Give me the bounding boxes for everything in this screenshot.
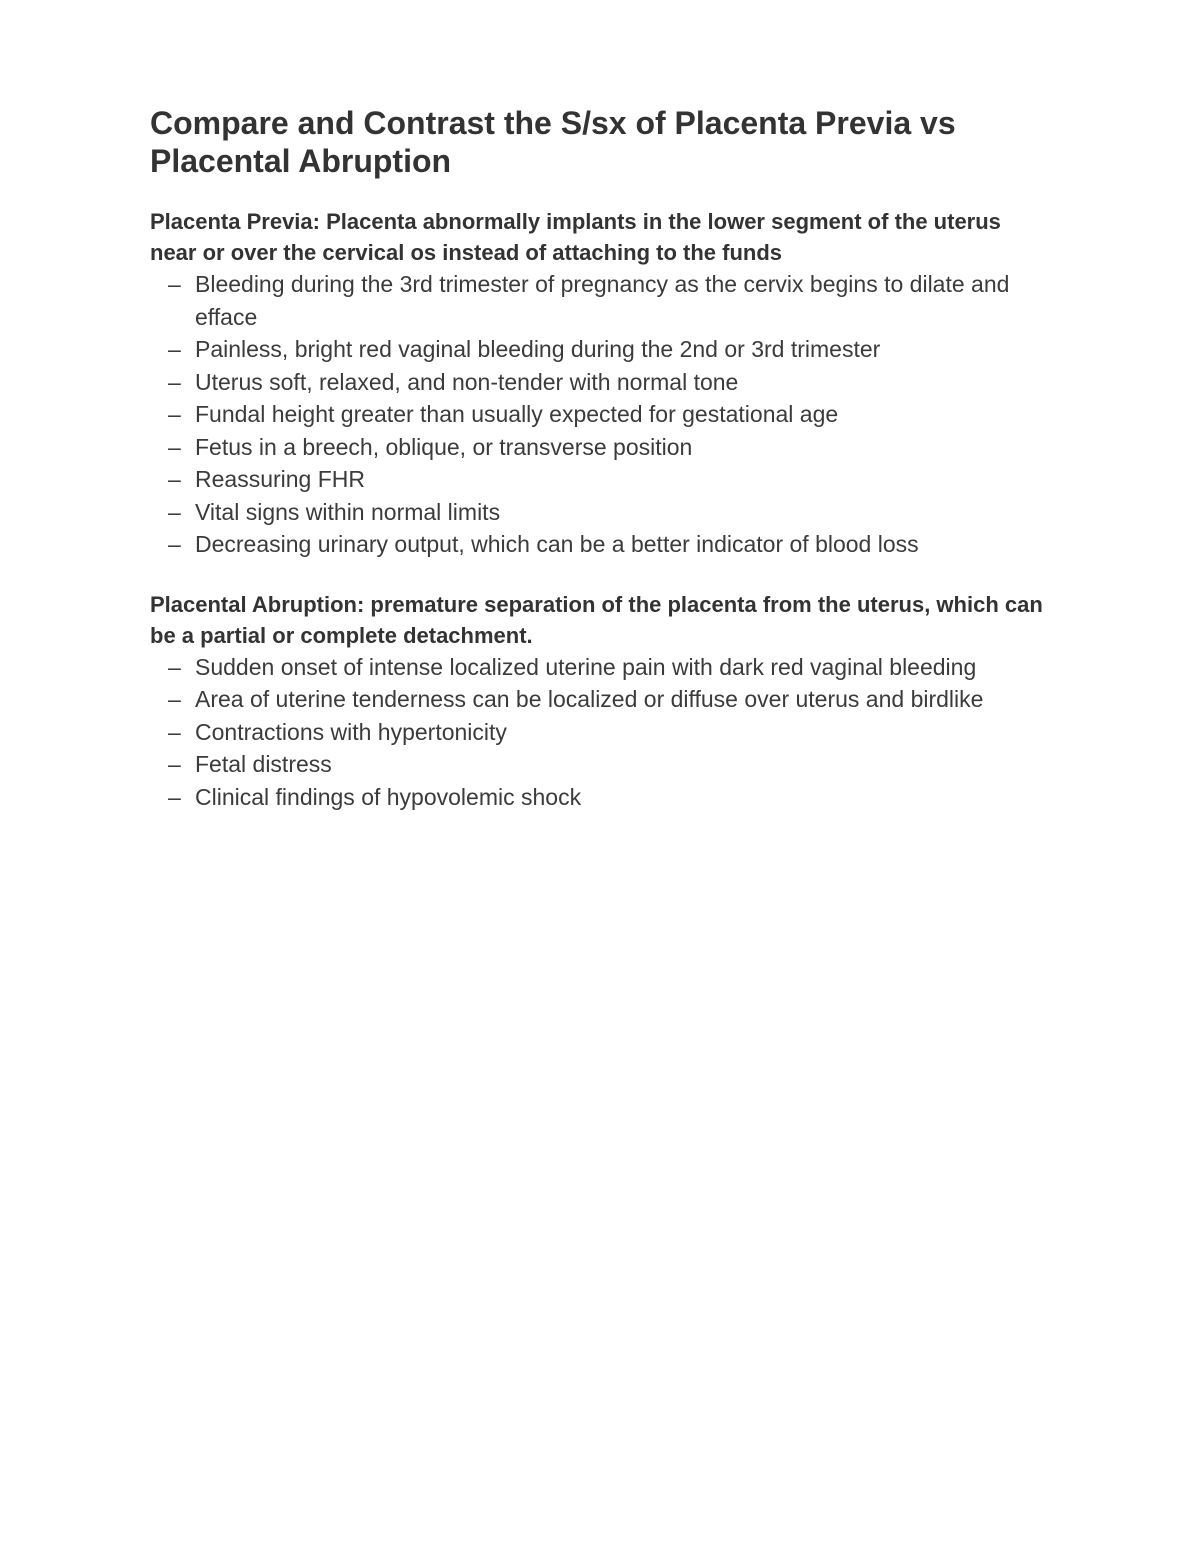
- section-placenta-previa: [150, 206, 1050, 561]
- list-item: [150, 651, 1050, 684]
- list-item: [150, 528, 1050, 561]
- list-item-text: Bleeding during the 3rd trimester of pregnancy as the cervix begins to dilate and efface: [195, 271, 1010, 330]
- dash-marker: –: [168, 401, 181, 427]
- list-item-text: Sudden onset of intense localized uterine pain with dark red vaginal bleeding: [195, 653, 977, 680]
- dash-marker: –: [168, 686, 181, 712]
- list-item: [150, 431, 1050, 464]
- dash-marker: –: [168, 368, 181, 395]
- dash-marker: –: [168, 653, 181, 680]
- list-item-text: Clinical findings of hypovolemic shock: [195, 783, 582, 810]
- dash-marker: –: [168, 466, 181, 492]
- list-item-text: Fundal height greater than usually expected for gestational age: [195, 401, 839, 427]
- dash-marker: –: [168, 531, 181, 557]
- list-item: [150, 268, 1050, 333]
- list-item: [150, 781, 1050, 814]
- section-heading: Placental Abruption: premature separation of the placenta from the uterus, which can be a partial or complete detachment.: [150, 591, 1043, 648]
- list-item-text: Contractions with hypertonicity: [195, 718, 507, 745]
- dash-marker: –: [168, 433, 181, 460]
- list-item: [150, 748, 1050, 781]
- section-placental-abruption: [150, 589, 1050, 814]
- section-heading: Placenta Previa: Placenta abnormally implants in the lower segment of the uterus near or over the cervical os instead of attaching to the funds: [150, 209, 1001, 265]
- list-item: [150, 683, 1050, 716]
- list-item: [150, 496, 1050, 529]
- list-item-text: Uterus soft, relaxed, and non-tender with normal tone: [195, 368, 739, 395]
- list-item-text: Fetal distress: [195, 751, 332, 777]
- dash-marker: –: [168, 271, 181, 297]
- dash-marker: –: [168, 336, 181, 362]
- page-title: Compare and Contrast the S/sx of Placenta Previa vs Placental Abruption: [150, 105, 956, 179]
- dash-marker: –: [168, 751, 181, 777]
- dash-marker: –: [168, 783, 181, 810]
- list-item-text: Reassuring FHR: [195, 466, 365, 492]
- document-page: [150, 104, 1050, 813]
- list-item: [150, 333, 1050, 366]
- bullet-list: [150, 268, 1050, 561]
- list-item-text: Decreasing urinary output, which can be a better indicator of blood loss: [195, 531, 919, 557]
- dash-marker: –: [168, 718, 181, 745]
- list-item-text: Fetus in a breech, oblique, or transverse position: [195, 433, 693, 460]
- list-item-text: Painless, bright red vaginal bleeding during the 2nd or 3rd trimester: [195, 336, 881, 362]
- list-item-text: Area of uterine tenderness can be localized or diffuse over uterus and birdlike: [195, 686, 984, 712]
- list-item-text: Vital signs within normal limits: [195, 498, 501, 525]
- dash-marker: –: [168, 498, 181, 525]
- bullet-list: [150, 651, 1050, 814]
- list-item: [150, 366, 1050, 399]
- list-item: [150, 716, 1050, 749]
- list-item: [150, 398, 1050, 431]
- list-item: [150, 463, 1050, 496]
